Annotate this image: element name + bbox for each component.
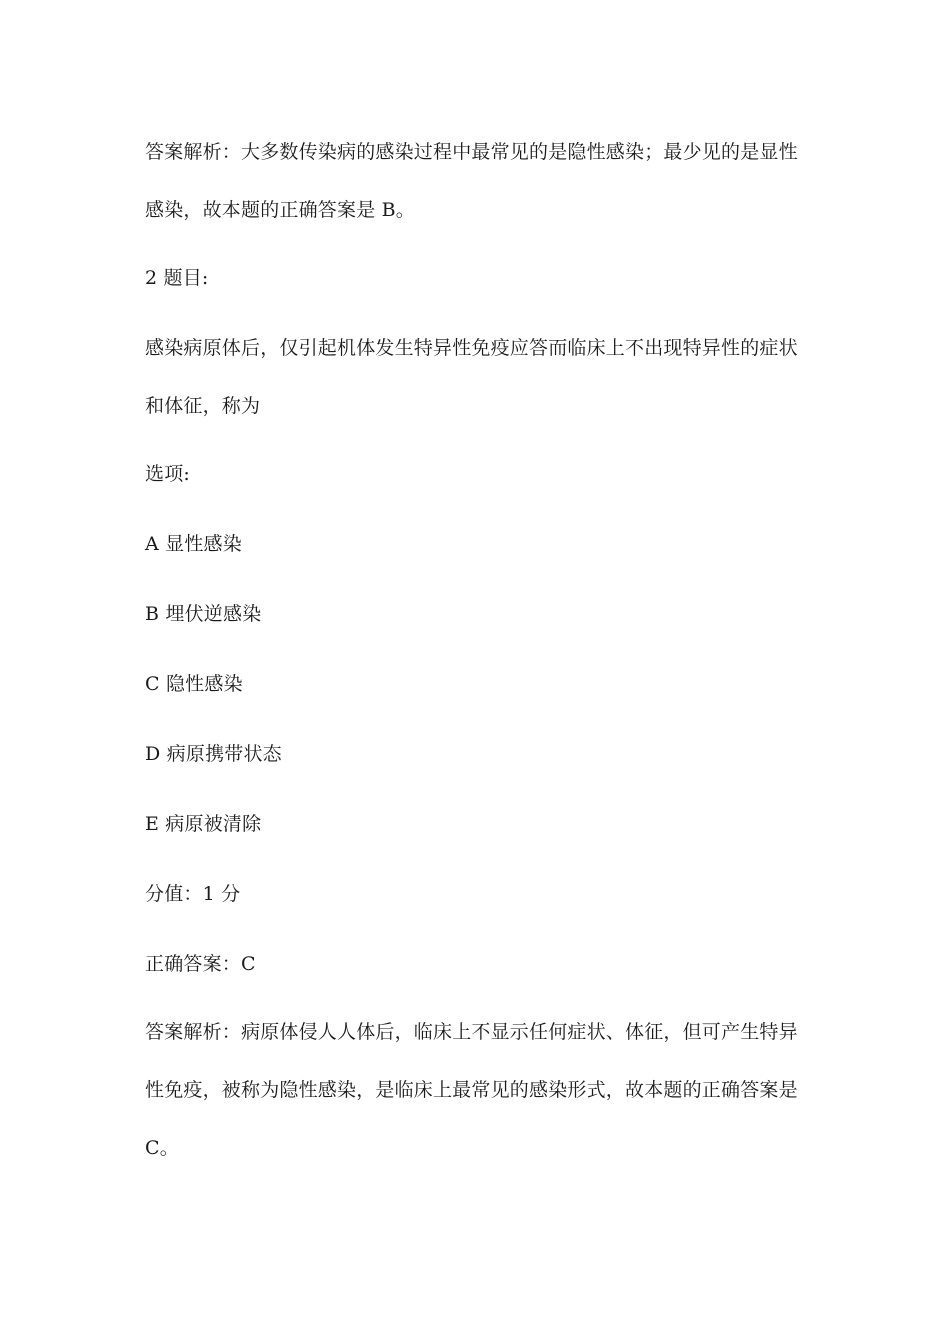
answer-explanation-line-2: 性免疫，被称为隐性感染，是临床上最常见的感染形式，故本题的正确答案是 (145, 1079, 798, 1101)
question-text-line-2: 和体征，称为 (145, 395, 261, 417)
prev-answer-explanation-line-2: 感染，故本题的正确答案是 B。 (145, 199, 416, 221)
option-b: B 埋伏逆感染 (145, 603, 262, 625)
score-value: 分值：1 分 (145, 883, 241, 905)
options-label: 选项: (145, 463, 191, 485)
option-e: E 病原被清除 (145, 813, 262, 835)
correct-answer: 正确答案：C (145, 953, 256, 975)
option-d: D 病原携带状态 (145, 743, 282, 765)
answer-explanation-line-1: 答案解析：病原体侵人人体后，临床上不显示任何症状、体征，但可产生特异 (145, 1021, 798, 1043)
answer-explanation-line-3: C。 (145, 1137, 179, 1159)
prev-answer-explanation-line-1: 答案解析：大多数传染病的感染过程中最常见的是隐性感染；最少见的是显性 (145, 141, 798, 163)
option-a: A 显性感染 (145, 533, 242, 555)
option-c: C 隐性感染 (145, 673, 243, 695)
question-number: 2 题目: (145, 267, 209, 289)
question-text-line-1: 感染病原体后，仅引起机体发生特异性免疫应答而临床上不出现特异性的症状 (145, 337, 798, 359)
